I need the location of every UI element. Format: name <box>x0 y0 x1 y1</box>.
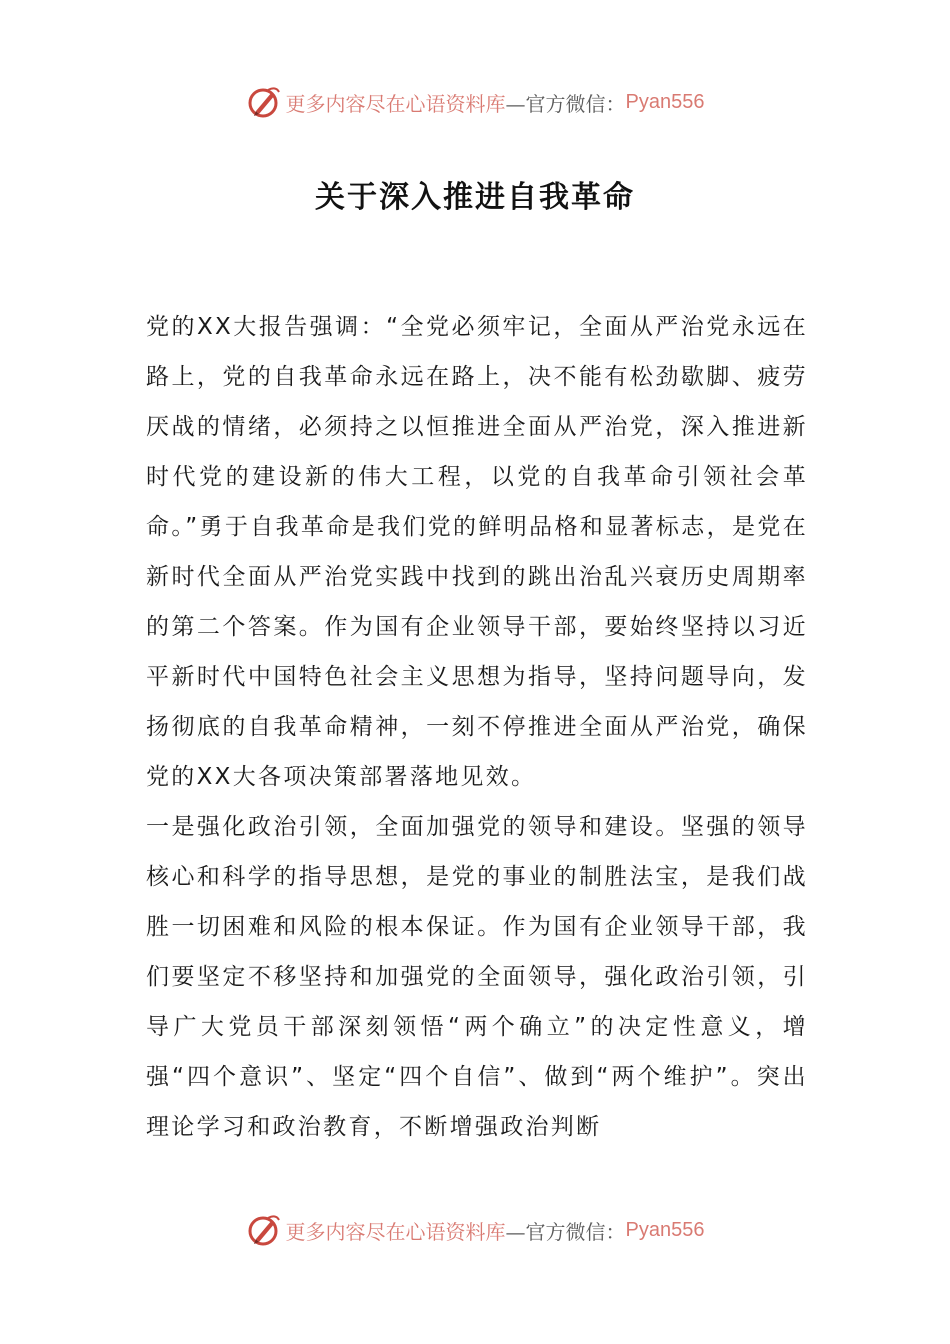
brand-text: 更多内容尽在心语资料库 <box>285 91 506 116</box>
document-body <box>146 302 808 1152</box>
brand-text: 更多内容尽在心语资料库 <box>285 1219 506 1244</box>
header-banner <box>0 80 950 124</box>
pen-circle-logo-icon <box>246 84 282 120</box>
wechat-id: Pyan556 <box>625 90 705 113</box>
paragraph-1: 党的XX大报告强调：“全党必须牢记，全面从严治党永远在路上，党的自我革命永远在路上，决不能有松劲歇脚、疲劳厌战的情绪，必须持之以恒推进全面从严治党，深入推进新时代党的建设新的伟大工程，以党的自我革命引领社会革命。”勇于自我革命是我们党的鲜明品格和显著标志，是党在新时代全面从严治党实践中找到的跳出治乱兴衰历史周期率的第二个答案。作为国有企业领导干部，要始终坚持以习近平新时代中国特色社会主义思想为指导，坚持问题导向，发扬彻底的自我革命精神，一刻不停推进全面从严治党，确保党的XX大各项决策部署落地见效。 <box>146 314 808 790</box>
document-title: 关于深入推进自我革命 <box>315 180 635 215</box>
official-wechat-label: —官方微信： <box>505 91 626 116</box>
paragraph-2: 一是强化政治引领，全面加强党的领导和建设。坚强的领导核心和科学的指导思想，是党的事业的制胜法宝，是我们战胜一切困难和风险的根本保证。作为国有企业领导干部，我们要坚定不移坚持和加强党的全面领导，强化政治引领，引导广大党员干部深刻领悟“两个确立”的决定性意义，增强“四个意识”、坚定“四个自信”、做到“两个维护”。突出理论学习和政治教育，不断增强政治判断 <box>146 814 808 1140</box>
official-wechat-label: —官方微信： <box>505 1219 626 1244</box>
wechat-id: Pyan556 <box>625 1218 705 1241</box>
footer-banner <box>0 1208 950 1252</box>
pen-circle-logo-icon <box>246 1212 282 1248</box>
